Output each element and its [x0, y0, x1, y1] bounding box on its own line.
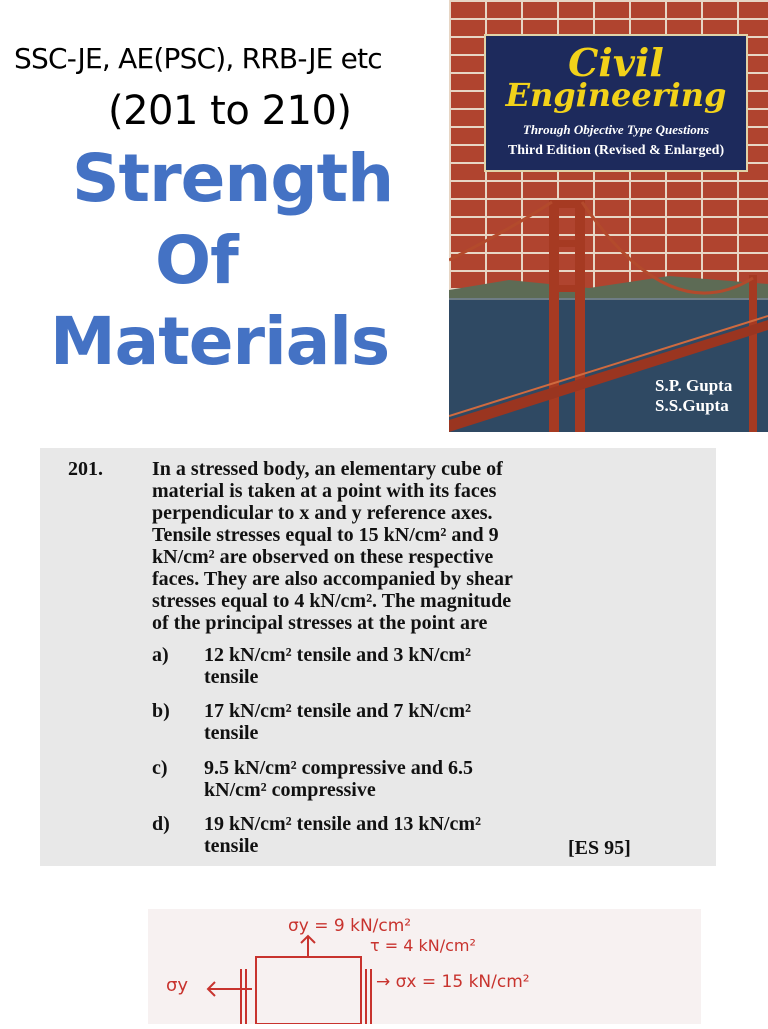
sigma-x-label: → σx = 15 kN/cm² — [376, 972, 530, 992]
option-line: tensile — [204, 835, 259, 857]
author-1: S.P. Gupta — [655, 376, 733, 395]
option-b-text — [204, 700, 664, 744]
stress-element-lines — [208, 936, 371, 1024]
book-cover-image — [449, 0, 768, 432]
option-a-text — [204, 644, 664, 688]
exam-list: SSC-JE, AE(PSC), RRB-JE etc — [14, 42, 382, 75]
cover-edition: Third Edition (Revised & Enlarged) — [507, 143, 725, 158]
option-line: 12 kN/cm² tensile and 3 kN/cm² — [204, 644, 471, 666]
question-number: 201. — [68, 458, 103, 480]
option-a-letter: a) — [152, 644, 169, 666]
option-line: tensile — [204, 666, 259, 688]
title-area — [0, 0, 446, 432]
option-c-text — [204, 757, 664, 801]
author-2: S.S.Gupta — [655, 396, 729, 415]
option-line: 17 kN/cm² tensile and 7 kN/cm² — [204, 700, 471, 722]
stress-element-diagram — [148, 909, 701, 1024]
question-text — [152, 458, 664, 634]
question-line: Tensile stresses equal to 15 kN/cm² and 9 — [152, 524, 499, 546]
exam-reference: [ES 95] — [568, 837, 631, 859]
question-line: perpendicular to x and y reference axes. — [152, 502, 493, 524]
title-word-of: Of — [155, 222, 238, 299]
question-line: stresses equal to 4 kN/cm². The magnitude — [152, 590, 512, 612]
tau-label: τ = 4 kN/cm² — [370, 936, 476, 955]
question-panel — [40, 448, 716, 866]
option-line: kN/cm² compressive — [204, 779, 376, 801]
sigma-y-label: σy = 9 kN/cm² — [288, 916, 412, 936]
question-line: material is taken at a point with its faces — [152, 480, 497, 502]
cover-title-engineering: Engineering — [505, 76, 727, 114]
sigma-y-left-label: σy — [166, 975, 189, 996]
title-word-materials: Materials — [50, 303, 390, 380]
option-line: 19 kN/cm² tensile and 13 kN/cm² — [204, 813, 481, 835]
cover-title-box — [484, 34, 748, 172]
option-c-letter: c) — [152, 757, 168, 779]
title-word-strength: Strength — [72, 140, 394, 217]
question-line: of the principal stresses at the point are — [152, 612, 488, 634]
question-line: faces. They are also accompanied by shear — [152, 568, 513, 590]
cover-subtitle: Through Objective Type Questions — [522, 122, 710, 137]
option-line: tensile — [204, 722, 259, 744]
cube-element — [256, 957, 361, 1024]
option-b-letter: b) — [152, 700, 170, 722]
question-line: kN/cm² are observed on these respective — [152, 546, 494, 568]
cover-title-civil: Civil — [568, 40, 664, 85]
option-d-letter: d) — [152, 813, 170, 835]
cover-authors — [655, 376, 732, 416]
question-range: (201 to 210) — [108, 88, 352, 134]
question-line: In a stressed body, an elementary cube of — [152, 458, 503, 480]
option-line: 9.5 kN/cm² compressive and 6.5 — [204, 757, 473, 779]
stress-sketch — [148, 909, 701, 1024]
